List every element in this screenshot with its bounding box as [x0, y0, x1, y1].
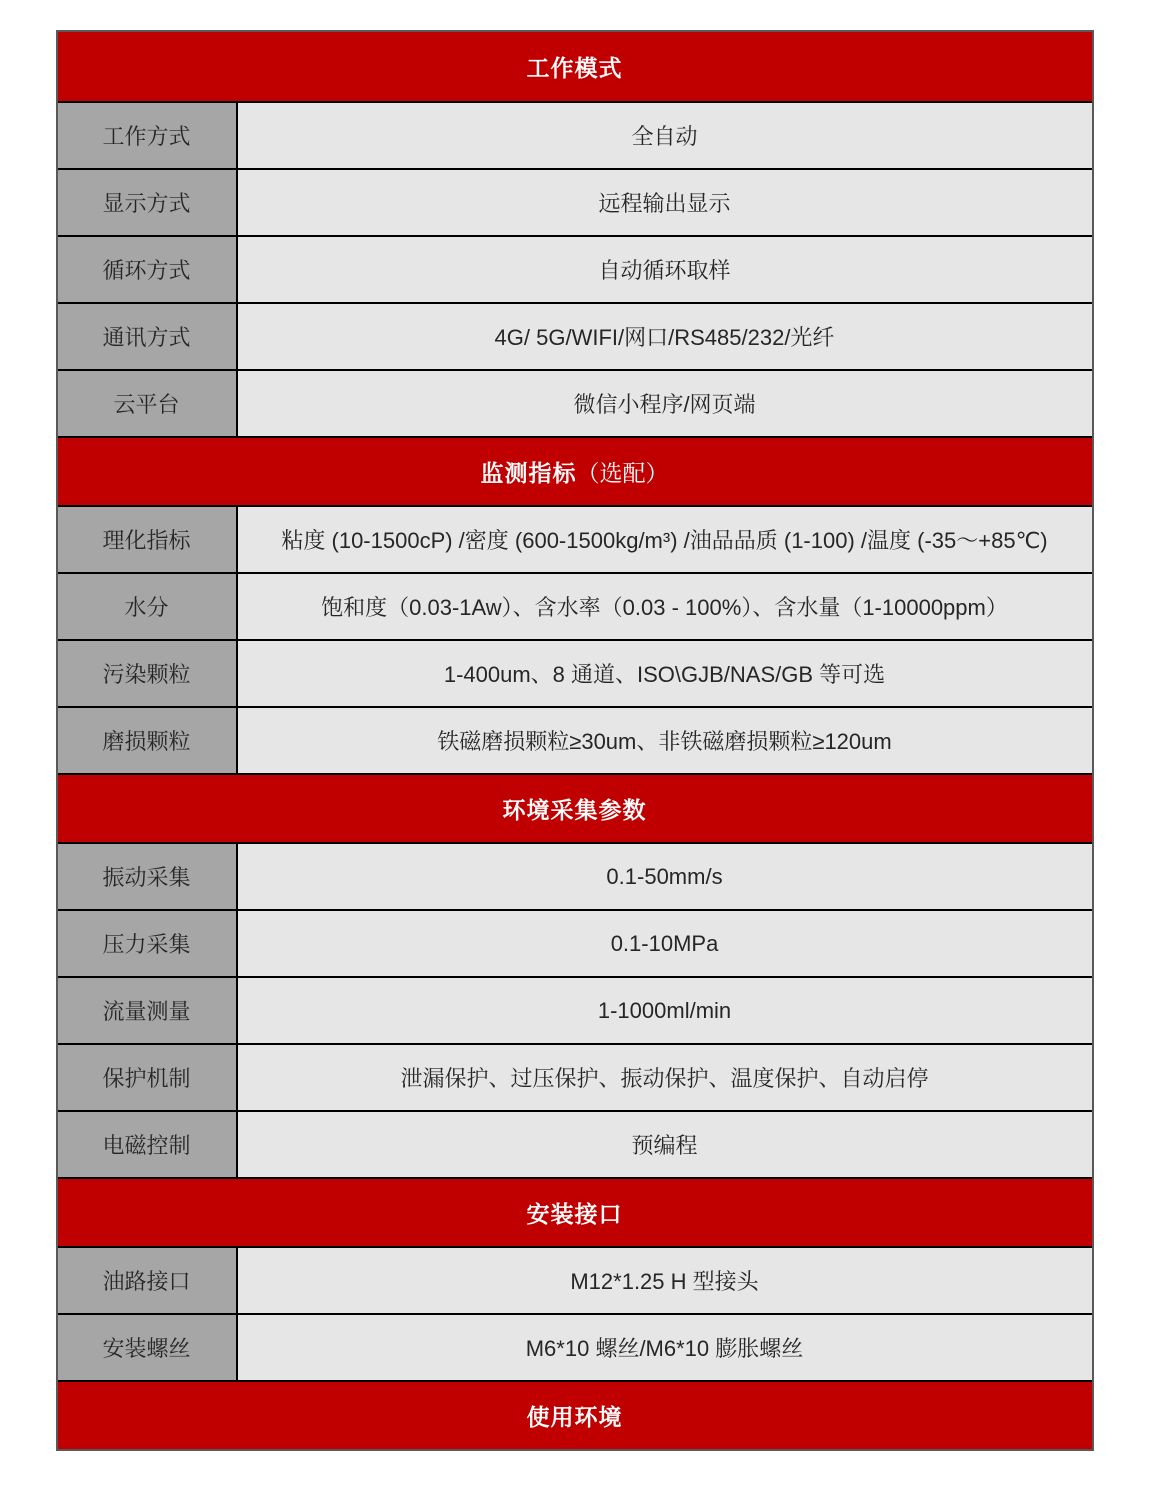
spec-value: M12*1.25 H 型接头	[238, 1248, 1092, 1313]
table-row	[58, 1246, 1092, 1313]
table-row	[58, 505, 1092, 572]
table-row	[58, 369, 1092, 436]
section-title: 使用环境	[526, 1404, 623, 1430]
spec-value: 自动循环取样	[238, 237, 1092, 302]
spec-value: 1-400um、8 通道、ISO\GJB/NAS/GB 等可选	[238, 641, 1092, 706]
spec-value: 铁磁磨损颗粒≥30um、非铁磁磨损颗粒≥120um	[238, 708, 1092, 773]
spec-label: 振动采集	[58, 844, 238, 909]
section-header-environment-parameters	[58, 773, 1092, 842]
spec-label: 油路接口	[58, 1248, 238, 1313]
spec-label: 水分	[58, 574, 238, 639]
table-row	[58, 909, 1092, 976]
section-header-monitoring-indicators	[58, 436, 1092, 505]
table-row	[58, 706, 1092, 773]
spec-label: 磨损颗粒	[58, 708, 238, 773]
spec-label: 安装螺丝	[58, 1315, 238, 1380]
spec-value: M6*10 螺丝/M6*10 膨胀螺丝	[238, 1315, 1092, 1380]
spec-value: 预编程	[238, 1112, 1092, 1177]
spec-value: 0.1-10MPa	[238, 911, 1092, 976]
section-title: 工作模式	[526, 55, 623, 81]
spec-label: 保护机制	[58, 1045, 238, 1110]
section-title: 环境采集参数	[502, 797, 647, 823]
section-header-work-mode	[58, 32, 1092, 101]
section-title: 安装接口	[526, 1201, 623, 1227]
spec-label: 循环方式	[58, 237, 238, 302]
spec-value: 远程输出显示	[238, 170, 1092, 235]
section-header-installation-interface	[58, 1177, 1092, 1246]
spec-table	[56, 30, 1094, 1451]
spec-label: 工作方式	[58, 103, 238, 168]
spec-value: 全自动	[238, 103, 1092, 168]
table-row	[58, 168, 1092, 235]
table-row	[58, 572, 1092, 639]
table-row	[58, 235, 1092, 302]
spec-label: 通讯方式	[58, 304, 238, 369]
spec-value: 泄漏保护、过压保护、振动保护、温度保护、自动启停	[238, 1045, 1092, 1110]
table-row	[58, 639, 1092, 706]
spec-label: 污染颗粒	[58, 641, 238, 706]
spec-value: 微信小程序/网页端	[238, 371, 1092, 436]
spec-label: 电磁控制	[58, 1112, 238, 1177]
spec-value: 0.1-50mm/s	[238, 844, 1092, 909]
spec-label: 云平台	[58, 371, 238, 436]
table-row	[58, 842, 1092, 909]
section-title: 监测指标	[480, 460, 577, 486]
table-row	[58, 1043, 1092, 1110]
table-row	[58, 976, 1092, 1043]
spec-label: 流量测量	[58, 978, 238, 1043]
spec-value: 4G/ 5G/WIFI/网口/RS485/232/光纤	[238, 304, 1092, 369]
spec-value: 饱和度（0.03-1Aw）、含水率（0.03 - 100%）、含水量（1-10000ppm）	[238, 574, 1092, 639]
spec-value: 1-1000ml/min	[238, 978, 1092, 1043]
spec-label: 理化指标	[58, 507, 238, 572]
spec-label: 显示方式	[58, 170, 238, 235]
table-row	[58, 302, 1092, 369]
table-row	[58, 1313, 1092, 1380]
spec-label: 压力采集	[58, 911, 238, 976]
table-row	[58, 101, 1092, 168]
section-title-suffix: （选配）	[576, 460, 669, 486]
section-header-usage-environment	[58, 1380, 1092, 1449]
spec-value: 粘度 (10-1500cP) /密度 (600-1500kg/m³) /油品品质 (1-100) /温度 (-35～+85℃)	[238, 507, 1092, 572]
table-row	[58, 1110, 1092, 1177]
